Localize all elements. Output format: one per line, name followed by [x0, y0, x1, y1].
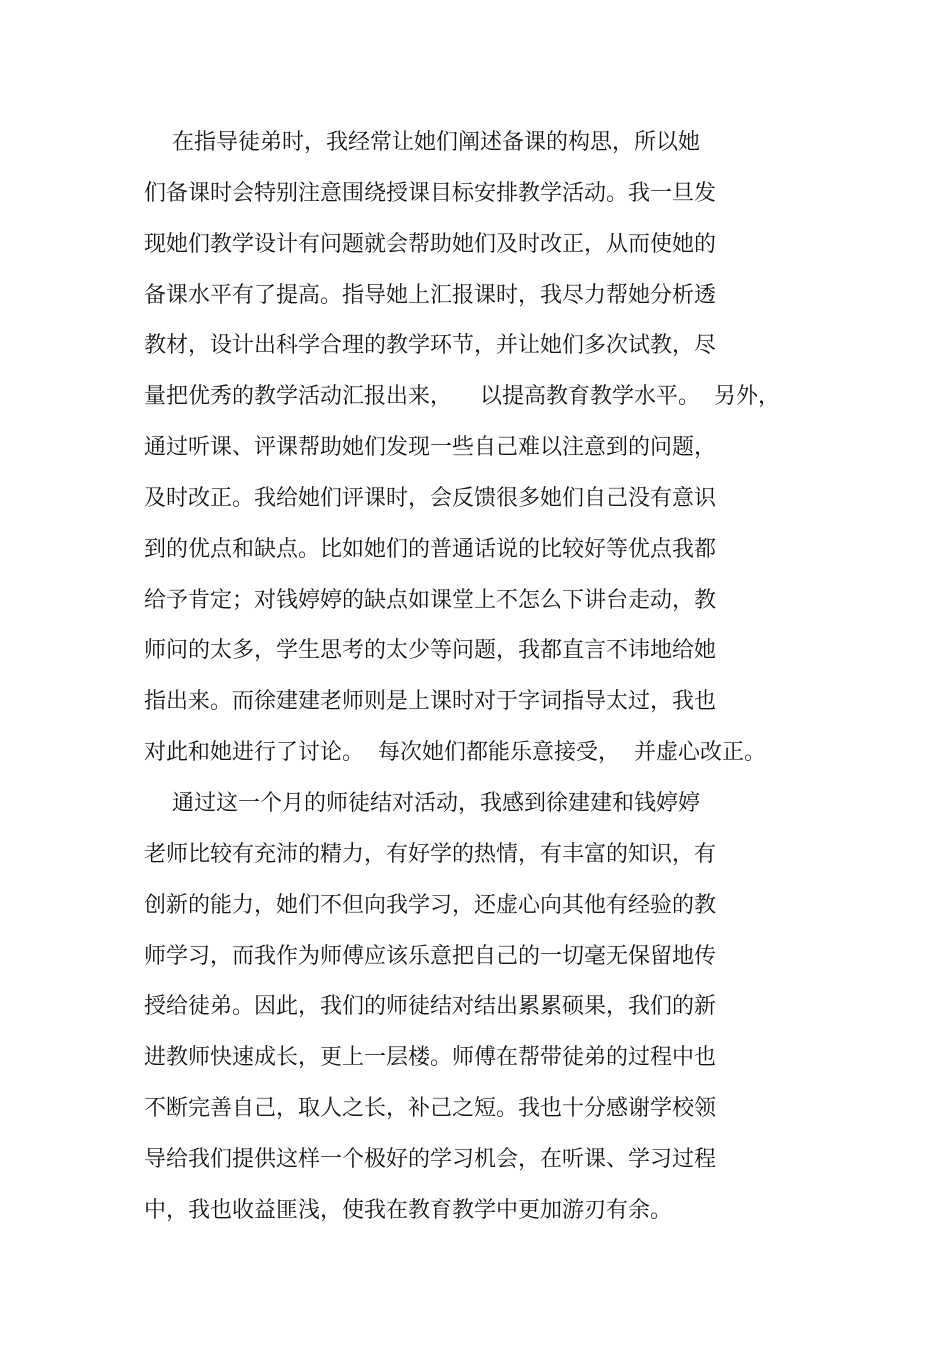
text-line: 师问的太多，学生思考的太少等问题，我都直言不讳地给她	[144, 638, 717, 664]
text-line: 量把优秀的教学活动汇报出来， 以提高教育教学水平。 另外，	[144, 384, 780, 410]
text-line: 指出来。而徐建建老师则是上课时对于字词指导太过，我也	[144, 689, 717, 715]
text-line: 通过听课、评课帮助她们发现一些自己难以注意到的问题，	[144, 435, 717, 461]
text-line: 到的优点和缺点。比如她们的普通话说的比较好等优点我都	[144, 536, 717, 562]
text-line: 对此和她进行了讨论。 每次她们都能乐意接受， 并虚心改正。	[144, 740, 766, 766]
text-line: 教材，设计出科学合理的教学环节，并让她们多次试教，尽	[144, 333, 717, 359]
text-line: 老师比较有充沛的精力，有好学的热情，有丰富的知识，有	[144, 841, 717, 867]
text-line: 导给我们提供这样一个极好的学习机会，在听课、学习过程	[144, 1146, 717, 1172]
text-line: 通过这一个月的师徒结对活动，我感到徐建建和钱婷婷	[144, 790, 700, 816]
body-text	[144, 118, 844, 1237]
text-line: 不断完善自己，取人之长，补己之短。我也十分感谢学校领	[144, 1096, 717, 1122]
text-line: 及时改正。我给她们评课时，会反馈很多她们自己没有意识	[144, 485, 717, 511]
text-line: 师学习，而我作为师傅应该乐意把自己的一切毫无保留地传	[144, 943, 717, 969]
text-line: 们备课时会特别注意围绕授课目标安排教学活动。我一旦发	[144, 180, 717, 206]
text-line: 给予肯定；对钱婷婷的缺点如课堂上不怎么下讲台走动，教	[144, 587, 717, 613]
text-line: 授给徒弟。因此，我们的师徒结对结出累累硕果，我们的新	[144, 994, 717, 1020]
text-line: 备课水平有了提高。指导她上汇报课时，我尽力帮她分析透	[144, 282, 717, 308]
text-line: 现她们教学设计有问题就会帮助她们及时改正，从而使她的	[144, 231, 717, 257]
text-line: 创新的能力，她们不但向我学习，还虚心向其他有经验的教	[144, 892, 717, 918]
text-line: 中，我也收益匪浅，使我在教育教学中更加游刃有余。	[144, 1197, 673, 1223]
text-line: 进教师快速成长，更上一层楼。师傅在帮带徒弟的过程中也	[144, 1045, 717, 1071]
text-line: 在指导徒弟时，我经常让她们阐述备课的构思，所以她	[144, 130, 700, 155]
